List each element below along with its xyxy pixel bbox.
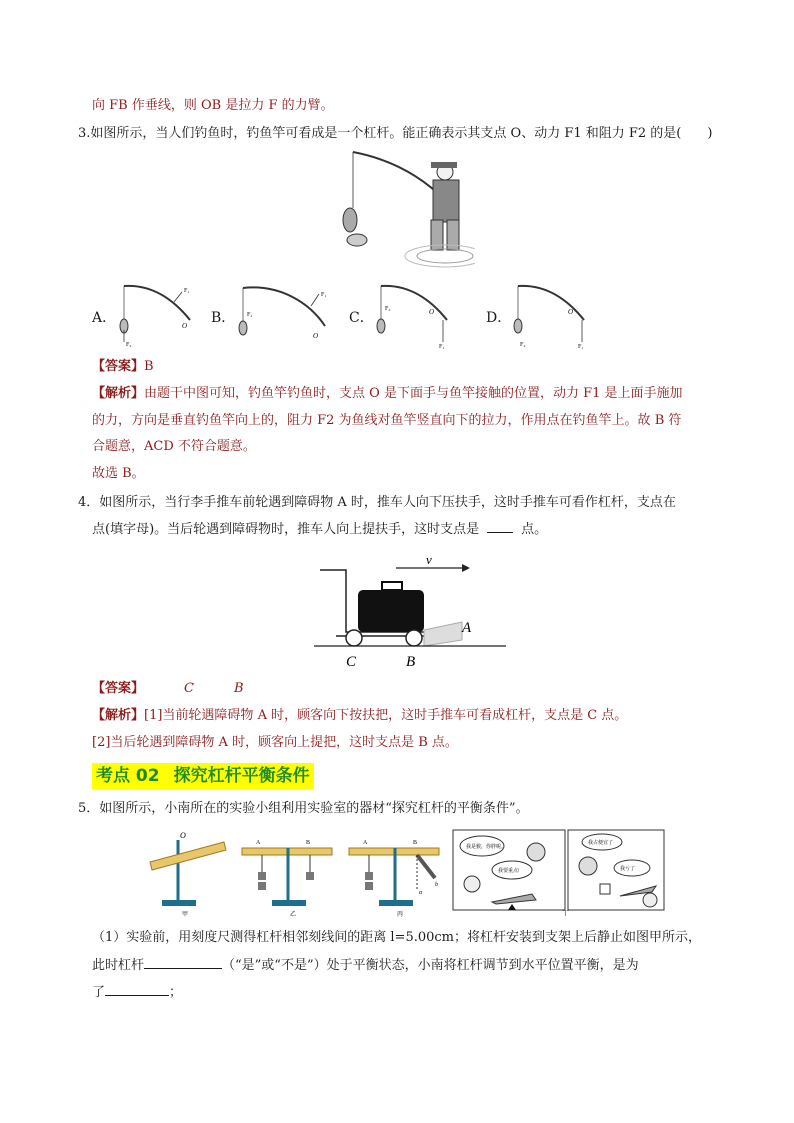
label-bing: 丙 — [397, 912, 404, 918]
section-title: 探究杠杆平衡条件 — [173, 766, 310, 786]
q4-text-line1: 4．如图所示，当行李手推车前轮遇到障碍物 A 时，推车人向下压扶手，这时手推车可看作杠杆，支点在 — [78, 495, 676, 510]
q5-text: 5．如图所示，小南所在的实验小组利用实验室的器材“探究杠杆的平衡条件”。 — [78, 801, 529, 816]
q4-analysis-tag: 【解析】 — [92, 708, 145, 723]
q5-sub1-line1: （1）实验前，用刻度尺测得杠杆相邻刻线间的距离 l=5.00cm；将杠杆安装到支架上后静止如图甲所示， — [92, 930, 702, 945]
svg-text:O: O — [568, 308, 574, 316]
q4-answer-1: C — [184, 681, 194, 696]
option-d-label[interactable]: D． — [486, 310, 512, 326]
option-c-label[interactable]: C． — [349, 310, 374, 326]
svg-text:F₁: F₁ — [321, 292, 327, 298]
svg-text:F₂: F₂ — [247, 312, 253, 318]
q3-analysis-line: 故选 B。 — [92, 466, 145, 481]
svg-text:A: A — [363, 840, 368, 846]
q4-analysis-line: [2]当后轮遇到障碍物 A 时，顾客向上提把，这时支点是 B 点。 — [92, 735, 458, 750]
bubble-1: 我是猴，你胖呢。 — [466, 845, 507, 850]
option-b-figure[interactable] — [229, 280, 329, 350]
svg-text:α: α — [419, 890, 423, 896]
q3-text: 3.如图所示，当人们钓鱼时，钓鱼竿可看成是一个杠杆。能正确表示其支点 O、动力 F1 和阻力 F2 的是( ) — [78, 126, 713, 141]
label-v: v — [426, 556, 432, 567]
svg-text:O: O — [313, 332, 319, 340]
label-c: C — [346, 654, 357, 670]
option-b-label[interactable]: B． — [211, 310, 236, 326]
q4-blank[interactable] — [487, 532, 513, 533]
q4-analysis-line: [1]当前轮遇障碍物 A 时，顾客向下按扶把，这时手推车可看成杠杆，支点是 C 点。 — [144, 708, 628, 723]
q4-answer-2: B — [233, 681, 244, 696]
label-jia: 甲 — [182, 912, 189, 918]
option-a-label[interactable]: A． — [92, 310, 117, 326]
q4-text-line2: 点(填字母)。当后轮遇到障碍物时，推车人向上提扶手，这时支点是 — [92, 522, 480, 537]
q4-answer-tag: 【答案】 — [92, 681, 145, 696]
svg-text:F₂: F₂ — [385, 306, 391, 312]
q3-answer-tag: 【答案】 — [92, 359, 145, 374]
q5-blank-1[interactable] — [144, 968, 222, 969]
bubble-3: 我占便宜了 — [588, 841, 614, 846]
q5-sub1-line2a: 此时杠杆 — [92, 958, 145, 973]
svg-text:O: O — [180, 831, 186, 840]
section-heading — [92, 763, 314, 789]
option-c-figure[interactable] — [369, 280, 459, 350]
figure-yi — [238, 828, 338, 918]
q5-sub1-line3a: 了 — [92, 985, 106, 1000]
bubble-4: 我亏了 — [620, 867, 636, 872]
svg-text:F₂: F₂ — [126, 342, 132, 348]
q5-sub1-line3b: ； — [169, 985, 183, 1000]
trolley-figure — [306, 556, 516, 672]
svg-text:F₁: F₁ — [439, 344, 445, 350]
figure-ding — [452, 826, 667, 916]
label-yi: 乙 — [290, 912, 297, 918]
q5-blank-2[interactable] — [105, 995, 169, 996]
fisherman-figure — [335, 150, 475, 270]
svg-text:B: B — [306, 840, 311, 846]
section-label: 考点 02 — [96, 766, 160, 786]
svg-text:F₁: F₁ — [578, 344, 584, 350]
svg-text:A: A — [256, 840, 261, 846]
q3-analysis-line: 由题干中图可知，钓鱼竿钓鱼时，支点 O 是下面手与鱼竿接触的位置，动力 F1 是上面手施加 — [144, 386, 683, 401]
q3-analysis-tag: 【解析】 — [92, 386, 145, 401]
svg-text:F₂: F₂ — [520, 342, 526, 348]
intro-line: 向 FB 作垂线，则 OB 是拉力 F 的力臂。 — [92, 98, 334, 113]
label-a: A — [462, 620, 472, 636]
option-d-figure[interactable] — [506, 280, 596, 350]
q5-sub1-line2b: （“是”或“不是”）处于平衡状态，小南将杠杆调节到水平位置平衡，是为 — [222, 958, 639, 973]
svg-text:F₁: F₁ — [184, 288, 190, 294]
svg-text:O: O — [429, 308, 435, 316]
q3-analysis-line: 合题意，ACD 不符合题意。 — [92, 439, 256, 454]
svg-text:B: B — [413, 840, 418, 846]
q3-answer: B — [144, 359, 154, 374]
svg-text:b: b — [435, 882, 438, 888]
figure-bing — [345, 828, 445, 918]
label-ding: 丁 — [562, 910, 569, 916]
label-b: B — [406, 654, 416, 670]
q3-analysis-line: 的力，方向是垂直钓鱼竿向上的，阻力 F2 为鱼线对鱼竿竖直向下的拉力，作用点在钓鱼竿上。故 B 符 — [92, 413, 682, 428]
figure-jia — [148, 828, 228, 918]
option-a-figure[interactable] — [112, 280, 202, 350]
bubble-2: 我要重点! — [498, 869, 520, 874]
svg-text:O: O — [182, 322, 188, 330]
q4-text-line2-end: 点。 — [521, 522, 548, 537]
